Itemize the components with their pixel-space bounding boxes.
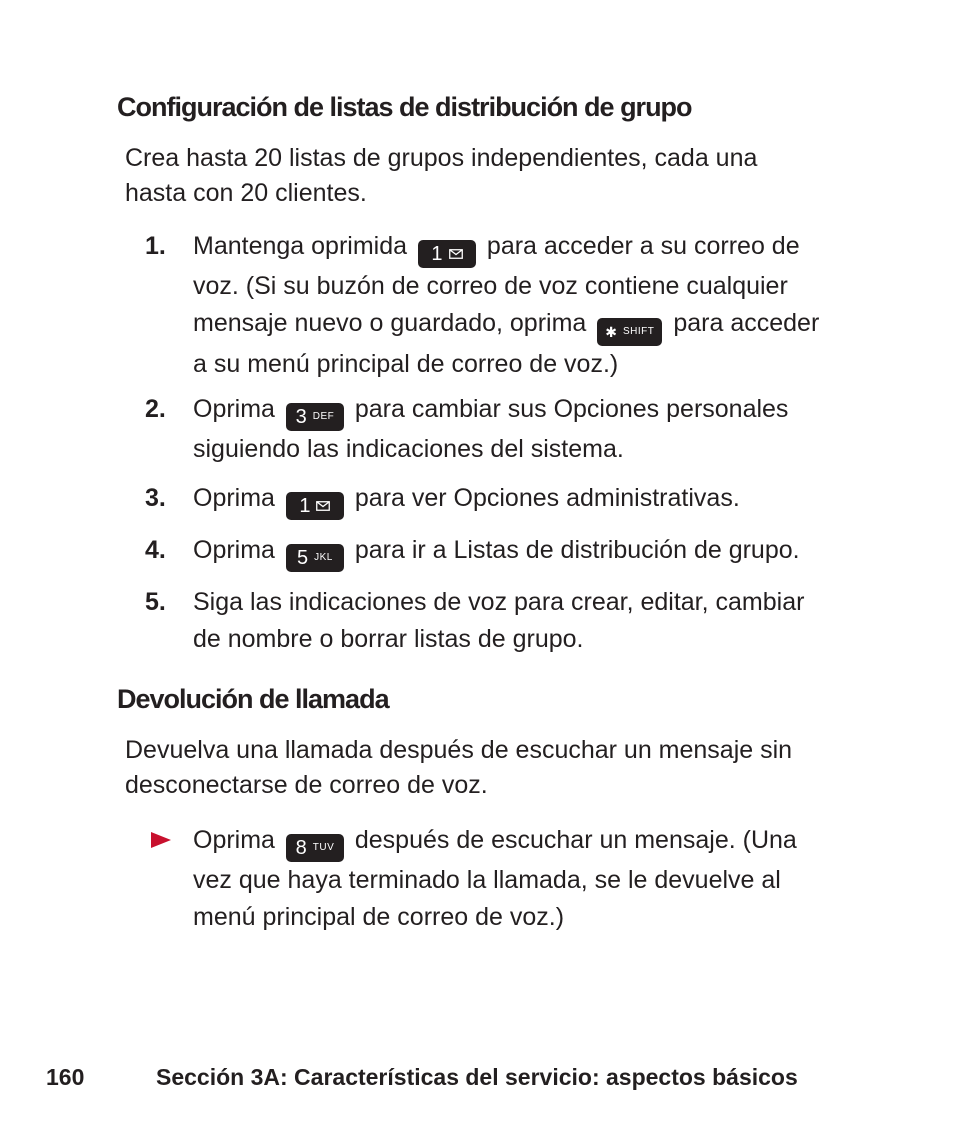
step-number: 1. xyxy=(145,232,166,260)
section-intro-group-lists xyxy=(125,141,865,211)
step-text: Oprima xyxy=(193,536,275,564)
key-3-button: 3 DEF xyxy=(286,403,344,431)
envelope-icon xyxy=(449,249,463,259)
envelope-icon xyxy=(316,501,330,511)
section-heading-group-lists: Configuración de listas de distribución de grupo xyxy=(117,92,692,122)
asterisk-icon: ✱ xyxy=(605,324,617,340)
arrow-bullet-icon xyxy=(151,832,171,848)
step-text: Oprima xyxy=(193,395,275,423)
step-number: 3. xyxy=(145,484,166,512)
step-number: 2. xyxy=(145,395,166,423)
key-1-button: 1 xyxy=(286,492,344,520)
intro-line: hasta con 20 clientes. xyxy=(125,179,367,207)
key-shift-button: ✱ SHIFT xyxy=(597,318,662,346)
intro-line: desconectarse de correo de voz. xyxy=(125,771,488,799)
intro-line: Crea hasta 20 listas de grupos independientes, cada una xyxy=(125,144,758,172)
section-heading-callback: Devolución de llamada xyxy=(117,684,389,714)
key-1-button: 1 xyxy=(418,240,476,268)
key-8-button: 8 TUV xyxy=(286,834,344,862)
step-number: 5. xyxy=(145,588,166,616)
step-text: menú principal de correo de voz.) xyxy=(193,903,565,931)
step-text: Siga las indicaciones de voz para crear, editar, cambiar xyxy=(193,588,805,616)
step-text: Oprima xyxy=(193,484,275,512)
step-text: de nombre o borrar listas de grupo. xyxy=(193,625,584,653)
step-text: siguiendo las indicaciones del sistema. xyxy=(193,435,624,463)
section-intro-callback xyxy=(125,733,865,803)
footer-section-title: Sección 3A: Características del servicio: aspectos básicos xyxy=(156,1064,798,1090)
step-text: a su menú principal de correo de voz.) xyxy=(193,350,619,378)
step-text: para acceder a su correo de xyxy=(486,232,800,260)
key-5-button: 5 JKL xyxy=(286,544,344,572)
intro-line: Devuelva una llamada después de escuchar un mensaje sin xyxy=(125,736,793,764)
step-text: para cambiar sus Opciones personales xyxy=(354,395,789,423)
step-text: para acceder xyxy=(673,309,820,337)
step-text: voz. (Si su buzón de correo de voz contiene cualquier xyxy=(193,272,788,300)
page-number: 160 xyxy=(46,1064,85,1090)
step-number: 4. xyxy=(145,536,166,564)
step-text: para ir a Listas de distribución de grupo. xyxy=(354,536,800,564)
step-text: mensaje nuevo o guardado, oprima xyxy=(193,309,587,337)
step-text: Mantenga oprimida xyxy=(193,232,408,260)
step-text: Oprima xyxy=(193,826,275,854)
step-text: vez que haya terminado la llamada, se le devuelve al xyxy=(193,866,781,894)
step-text: para ver Opciones administrativas. xyxy=(354,484,740,512)
step-text: después de escuchar un mensaje. (Una xyxy=(354,826,797,854)
